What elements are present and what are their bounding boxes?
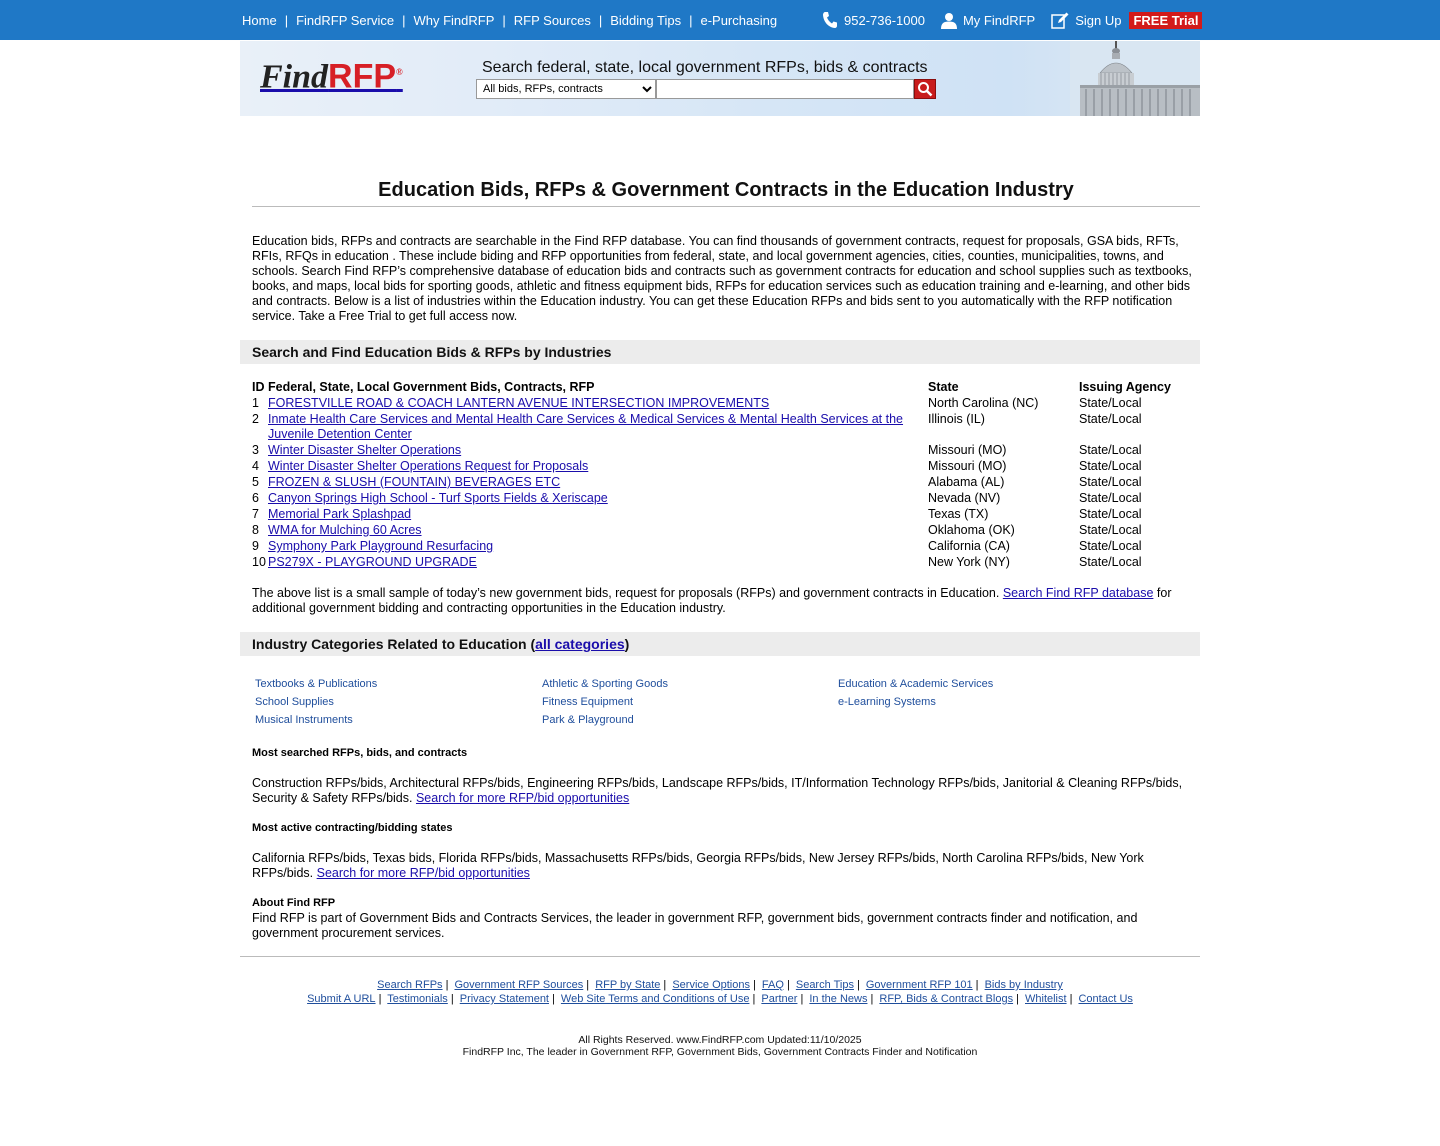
footer-separator: | bbox=[1016, 993, 1019, 1005]
footer-separator: | bbox=[870, 993, 874, 1005]
bid-id: 9 bbox=[252, 539, 259, 553]
bid-title-link[interactable]: FORESTVILLE ROAD & COACH LANTERN AVENUE INTERSECTION IMPROVEMENTS bbox=[268, 396, 770, 410]
most-searched-paragraph bbox=[252, 776, 1196, 806]
bid-id: 7 bbox=[252, 507, 259, 521]
bid-id: 6 bbox=[252, 491, 259, 505]
logo-find: Find bbox=[260, 58, 329, 96]
bid-title-link[interactable]: Symphony Park Playground Resurfacing bbox=[268, 539, 494, 553]
sign-up-link[interactable]: Sign Up bbox=[1075, 12, 1122, 28]
column-header-state: State bbox=[928, 380, 959, 394]
phone-number: 952-736-1000 bbox=[844, 12, 925, 28]
table-row bbox=[252, 475, 1196, 491]
footer-separator: | bbox=[378, 993, 382, 1005]
table-row bbox=[252, 555, 1196, 571]
footer-link[interactable]: Whitelist bbox=[1025, 993, 1067, 1005]
copyright bbox=[240, 1034, 1200, 1058]
main-nav bbox=[242, 0, 777, 40]
bid-agency: State/Local bbox=[1079, 443, 1142, 457]
footer-separator: | bbox=[552, 993, 555, 1005]
footer-link[interactable]: Submit A URL bbox=[307, 993, 376, 1005]
bid-agency: State/Local bbox=[1079, 523, 1142, 537]
bids-table bbox=[252, 379, 1196, 571]
nav-separator: | bbox=[284, 12, 289, 28]
categories-section-heading bbox=[240, 632, 1200, 656]
bid-state: Oklahoma (OK) bbox=[928, 523, 1015, 537]
category-link[interactable]: Textbooks & Publications bbox=[255, 678, 378, 690]
category-link[interactable]: Athletic & Sporting Goods bbox=[542, 678, 668, 690]
table-row bbox=[252, 443, 1196, 459]
footer-separator: | bbox=[753, 979, 756, 991]
bid-id: 3 bbox=[252, 443, 259, 457]
categories-heading-text: Industry Categories Related to Education ( bbox=[252, 636, 536, 652]
bids-summary-paragraph bbox=[252, 586, 1196, 616]
findrfp-logo[interactable] bbox=[260, 53, 403, 96]
footer-link[interactable]: Search RFPs bbox=[377, 979, 443, 991]
footer-link[interactable]: Government RFP Sources bbox=[454, 979, 584, 991]
footer-link[interactable]: Contact Us bbox=[1078, 993, 1133, 1005]
bid-title-link[interactable]: Inmate Health Care Services and Mental Health Care Services & Medical Services & Mental Health Services at the Juvenile Detention Center bbox=[268, 412, 904, 441]
column-header-agency: Issuing Agency bbox=[1079, 380, 1171, 394]
category-link[interactable]: School Supplies bbox=[255, 696, 334, 708]
bid-state: Illinois (IL) bbox=[928, 412, 985, 426]
most-active-paragraph bbox=[252, 851, 1196, 881]
my-findrfp-link[interactable]: My FindRFP bbox=[962, 12, 1036, 28]
capitol-building-illustration bbox=[1070, 41, 1200, 116]
bid-agency: State/Local bbox=[1079, 491, 1142, 505]
bid-state: Missouri (MO) bbox=[928, 459, 1007, 473]
footer-separator: | bbox=[856, 979, 860, 991]
category-link[interactable]: Park & Playground bbox=[542, 714, 634, 726]
all-categories-link[interactable]: all categories bbox=[535, 636, 625, 652]
bid-title-link[interactable]: PS279X - PLAYGROUND UPGRADE bbox=[268, 555, 477, 569]
footer-separator: | bbox=[752, 993, 756, 1005]
bid-title-link[interactable]: Memorial Park Splashpad bbox=[268, 507, 412, 521]
nav-bidding-tips-link[interactable]: Bidding Tips bbox=[610, 12, 682, 28]
most-searched-heading: Most searched RFPs, bids, and contracts bbox=[252, 747, 468, 759]
bid-agency: State/Local bbox=[1079, 539, 1142, 553]
bid-title-link[interactable]: Winter Disaster Shelter Operations bbox=[268, 443, 462, 457]
account-nav bbox=[822, 0, 1202, 40]
bid-id: 8 bbox=[252, 523, 259, 537]
table-row bbox=[252, 491, 1196, 507]
search-icon bbox=[917, 81, 933, 97]
intro-paragraph: Education bids, RFPs and contracts are searchable in the Find RFP database. You can find thousands of government contracts, request for proposals, GSA bids, RFTs, RFIs, RFQs in education . These include biding and RFP opportunities from federal, state, and local government agencies, cities, counties, municipalities, towns, and schools. Search Find RFP’s comprehensive database of education bids and contracts such as government contracts for education and school supplies such as textbooks, books, and maps, local bids for sporting goods, athletic and fitness equipment bids, RFPs for education services such as education training and e-learning, and other bids and contracts. Below is a list of industries within the Education industry. You can get these Education RFPs and bids sent to you automatically with the RFP notification service. Take a Free Trial to get full access now. bbox=[252, 234, 1192, 323]
category-column bbox=[255, 675, 377, 729]
footer-link[interactable]: In the News bbox=[809, 993, 868, 1005]
about-text: Find RFP is part of Government Bids and Contracts Services, the leader in government RFP, government bids, government contracts finder and notification, and government procurement services. bbox=[252, 911, 1138, 940]
bid-agency: State/Local bbox=[1079, 555, 1142, 569]
bid-agency: State/Local bbox=[1079, 412, 1142, 426]
table-row bbox=[252, 507, 1196, 523]
table-row bbox=[252, 539, 1196, 555]
footer-separator: | bbox=[800, 993, 804, 1005]
bid-title-link[interactable]: FROZEN & SLUSH (FOUNTAIN) BEVERAGES ETC bbox=[268, 475, 561, 489]
column-header-id: ID bbox=[252, 380, 265, 394]
category-column bbox=[542, 675, 668, 729]
bid-id: 2 bbox=[252, 412, 259, 426]
most-active-heading: Most active contracting/bidding states bbox=[252, 822, 453, 834]
column-header-title: Federal, State, Local Government Bids, Contracts, RFP bbox=[268, 380, 595, 394]
edit-icon bbox=[1051, 12, 1069, 29]
footer-link[interactable]: Service Options bbox=[672, 979, 750, 991]
search-heading: Search federal, state, local government RFPs, bids & contracts bbox=[482, 59, 928, 76]
bid-title-link[interactable]: Canyon Springs High School - Turf Sports Fields & Xeriscape bbox=[268, 491, 608, 505]
table-row bbox=[252, 396, 1196, 412]
bid-state: Missouri (MO) bbox=[928, 443, 1007, 457]
bid-id: 1 bbox=[252, 396, 259, 410]
footer-link[interactable]: Testimonials bbox=[387, 993, 448, 1005]
header-banner bbox=[240, 41, 1200, 116]
search-database-link[interactable]: Search Find RFP database bbox=[1002, 586, 1154, 600]
category-link[interactable]: Education & Academic Services bbox=[838, 678, 994, 690]
category-link[interactable]: Musical Instruments bbox=[255, 714, 353, 726]
about-heading: About Find RFP bbox=[252, 897, 336, 909]
category-link[interactable]: Fitness Equipment bbox=[542, 696, 634, 708]
bids-summary-text: The above list is a small sample of today’s new government bids, request for proposals (RFPs) and government contracts in Education. bbox=[252, 586, 1000, 600]
more-opportunities-link[interactable]: Search for more RFP/bid opportunities bbox=[415, 791, 630, 805]
most-active-text: California RFPs/bids, Texas bids, Florida RFPs/bids, Massachusetts RFPs/bids, Georgia RFPs/bids, New Jersey RFPs/bids, North Carolina RFPs/bids, New York RFPs/bids. bbox=[252, 851, 1144, 880]
bid-state: New York (NY) bbox=[928, 555, 1010, 569]
company-tagline: FindRFP Inc, The leader in Government RFP, Government Bids, Government Contracts Finder and Notification bbox=[462, 1046, 978, 1058]
footer-separator: | bbox=[586, 979, 590, 991]
category-link[interactable]: e-Learning Systems bbox=[838, 696, 936, 708]
table-row bbox=[252, 412, 1196, 443]
nav-separator: | bbox=[689, 12, 693, 28]
bid-id: 5 bbox=[252, 475, 259, 489]
bid-agency: State/Local bbox=[1079, 396, 1142, 410]
footer-link[interactable]: RFP by State bbox=[595, 979, 661, 991]
page-title: Education Bids, RFPs & Government Contracts in the Education Industry bbox=[252, 178, 1200, 207]
more-opportunities-link[interactable]: Search for more RFP/bid opportunities bbox=[316, 866, 530, 880]
top-nav-bar bbox=[0, 0, 1440, 40]
bid-state: Texas (TX) bbox=[928, 507, 989, 521]
search-category-select[interactable] bbox=[476, 79, 656, 99]
user-icon bbox=[941, 12, 957, 29]
bid-agency: State/Local bbox=[1079, 507, 1142, 521]
table-row bbox=[252, 523, 1196, 539]
bid-id: 10 bbox=[252, 555, 266, 569]
bid-agency: State/Local bbox=[1079, 475, 1142, 489]
footer-separator: | bbox=[786, 979, 790, 991]
logo-registered-mark: ® bbox=[396, 67, 403, 77]
most-searched-text: Construction RFPs/bids, Architectural RFPs/bids, Engineering RFPs/bids, Landscape RFPs/bids, IT/Information Technology RFPs/bids, Janitorial & Cleaning RFPs/bids, Security & Safety RFPs/bids. bbox=[252, 776, 1183, 805]
categories-heading-suffix: ) bbox=[624, 636, 630, 652]
phone-icon bbox=[822, 11, 838, 29]
footer-link[interactable]: FAQ bbox=[761, 979, 784, 991]
bids-section-heading: Search and Find Education Bids & RFPs by Industries bbox=[240, 340, 1200, 364]
footer-separator: | bbox=[450, 993, 454, 1005]
nav-separator: | bbox=[502, 12, 506, 28]
footer-link[interactable]: Web Site Terms and Conditions of Use bbox=[560, 993, 750, 1005]
bid-agency: State/Local bbox=[1079, 459, 1142, 473]
nav-separator: | bbox=[402, 12, 406, 28]
footer-links-row-1 bbox=[240, 978, 1200, 992]
bids-summary-tail: for additional government bidding and contracting opportunities in the Education industry. bbox=[252, 586, 1172, 615]
bid-title-link[interactable]: WMA for Mulching 60 Acres bbox=[268, 523, 422, 537]
footer-link[interactable]: Bids by Industry bbox=[984, 979, 1063, 991]
nav-findrfp-service-link[interactable]: FindRFP Service bbox=[296, 12, 395, 28]
nav-home-link[interactable]: Home bbox=[242, 12, 277, 28]
table-row bbox=[252, 459, 1196, 475]
footer-link[interactable]: Search Tips bbox=[795, 979, 854, 991]
footer-separator: | bbox=[975, 979, 979, 991]
footer-link[interactable]: Privacy Statement bbox=[459, 993, 549, 1005]
nav-rfp-sources-link[interactable]: RFP Sources bbox=[513, 12, 591, 28]
bid-state: Nevada (NV) bbox=[928, 491, 1001, 505]
footer-link[interactable]: RFP, Bids & Contract Blogs bbox=[879, 993, 1014, 1005]
bid-id: 4 bbox=[252, 459, 259, 473]
nav-separator: | bbox=[598, 12, 603, 28]
search-button[interactable] bbox=[914, 79, 936, 99]
footer-separator: | bbox=[1069, 993, 1073, 1005]
bid-state: North Carolina (NC) bbox=[928, 396, 1039, 410]
footer-divider bbox=[240, 956, 1200, 957]
logo-rfp: RFP bbox=[328, 57, 397, 96]
copyright-line: All Rights Reserved. www.FindRFP.com Updated:11/10/2025 bbox=[578, 1034, 862, 1046]
footer-link[interactable]: Partner bbox=[761, 993, 798, 1005]
bid-title-link[interactable]: Winter Disaster Shelter Operations Request for Proposals bbox=[268, 459, 589, 473]
category-column bbox=[838, 675, 993, 711]
free-trial-button[interactable]: FREE Trial bbox=[1129, 12, 1202, 29]
footer-link[interactable]: Government RFP 101 bbox=[865, 979, 973, 991]
nav-e-purchasing-link[interactable]: e-Purchasing bbox=[700, 12, 778, 28]
bids-table-header bbox=[252, 379, 1196, 396]
search-input[interactable] bbox=[656, 79, 914, 99]
bid-state: California (CA) bbox=[928, 539, 1010, 553]
footer-separator: | bbox=[445, 979, 449, 991]
bid-state: Alabama (AL) bbox=[928, 475, 1005, 489]
footer-links-row-2 bbox=[240, 992, 1200, 1006]
nav-why-findrfp-link[interactable]: Why FindRFP bbox=[413, 12, 495, 28]
search-form bbox=[476, 79, 936, 99]
footer-separator: | bbox=[663, 979, 667, 991]
